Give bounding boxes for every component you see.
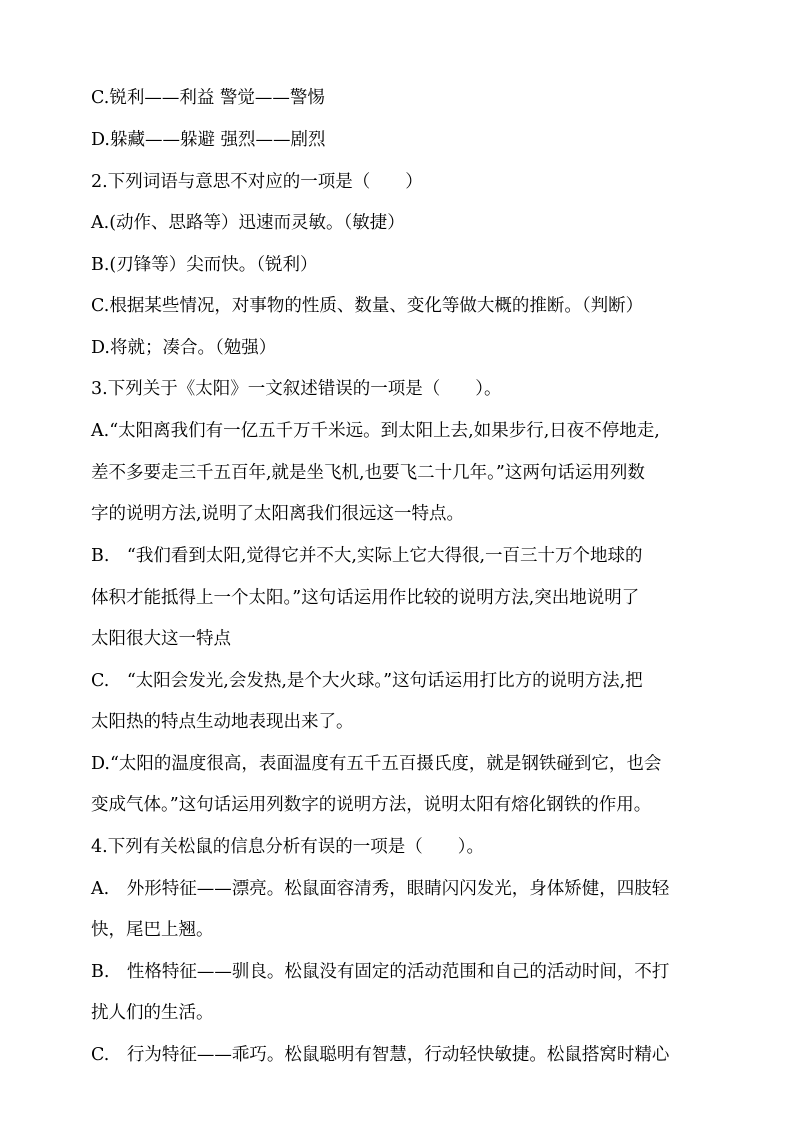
q3-option-a-line-3: 字的说明方法,说明了太阳离我们很远这一特点。 [91,504,465,524]
q4-option-a-line-1: A. 外形特征——漂亮。松鼠面容清秀，眼睛闪闪发光，身体矫健，四肢轻 [91,879,670,899]
q4-option-b-line-2: 扰人们的生活。 [91,1003,214,1023]
q3-option-b-line-1: B. “我们看到太阳,觉得它并不大,实际上它大得很,一百三十万个地球的 [91,546,643,566]
option-d-synonyms: D.躲藏——躲避 强烈——剧烈 [91,130,326,150]
q4-option-c-line-1: C. 行为特征——乖巧。松鼠聪明有智慧，行动轻快敏捷。松鼠搭窝时精心 [91,1045,670,1065]
q2-option-c: C.根据某些情况，对事物的性质、数量、变化等做大概的推断。（判断） [91,296,644,316]
q4-option-b-line-1: B. 性格特征——驯良。松鼠没有固定的活动范围和自己的活动时间，不打 [91,962,670,982]
q2-option-d: D.将就；凑合。（勉强） [91,338,277,358]
q2-option-a: A.(动作、思路等）迅速而灵敏。（敏捷） [91,213,405,233]
q2-option-b: B.(刃锋等）尖而快。（锐利） [91,255,318,275]
q3-option-c-line-2: 太阳热的特点生动地表现出来了。 [91,712,354,732]
q3-option-b-line-3: 太阳很大这一特点 [91,629,231,649]
q3-option-d-line-1: D.“太阳的温度很高，表面温度有五千五百摄氏度，就是钢铁碰到它，也会 [91,754,662,774]
q3-option-d-line-2: 变成气体。”这句话运用列数字的说明方法，说明太阳有熔化钢铁的作用。 [91,795,652,815]
question-2: 2.下列词语与意思不对应的一项是（ ） [91,172,423,192]
option-c-synonyms: C.锐利——利益 警觉——警惕 [91,88,325,108]
q3-option-a-line-2: 差不多要走三千五百年,就是坐飞机,也要飞二十几年。”这两句话运用列数 [91,463,645,483]
question-3: 3.下列关于《太阳》一文叙述错误的一项是（ ）。 [91,379,502,399]
q3-option-b-line-2: 体积才能抵得上一个太阳。”这句话运用作比较的说明方法,突出地说明了 [91,588,640,608]
question-4: 4.下列有关松鼠的信息分析有误的一项是（ ）。 [91,837,484,857]
q3-option-c-line-1: C. “太阳会发光,会发热,是个大火球。”这句话运用打比方的说明方法,把 [91,671,643,691]
q3-option-a-line-1: A.“太阳离我们有一亿五千万千米远。到太阳上去,如果步行,日夜不停地走, [91,421,660,441]
q4-option-a-line-2: 快，尾巴上翘。 [91,920,214,940]
